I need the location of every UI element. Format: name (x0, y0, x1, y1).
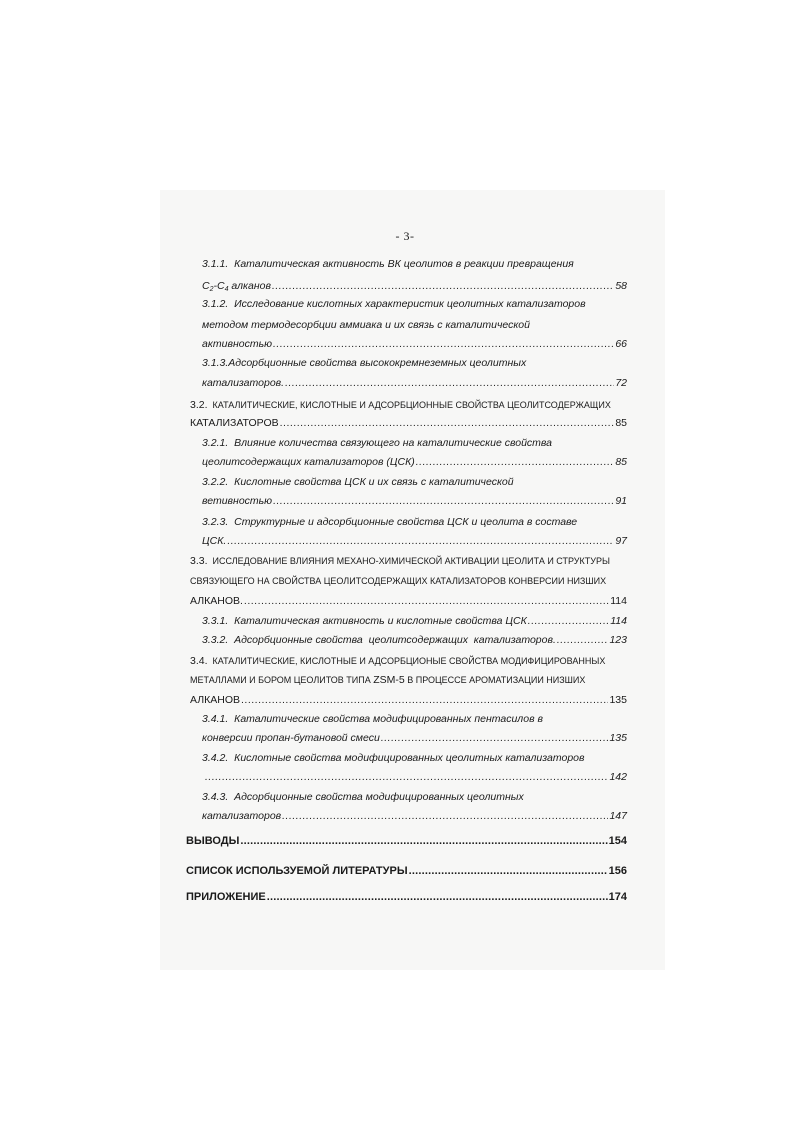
toc-page: 85 (615, 456, 627, 468)
leader-dots (273, 494, 614, 508)
toc-number: 3.2.2. (202, 476, 229, 488)
leader-dots (280, 416, 615, 430)
toc-title: АЛКАНОВ. (190, 595, 243, 607)
toc-page: 135 (609, 732, 627, 744)
toc-title: катализаторов. (202, 377, 285, 389)
toc-entry-3-4-2-line2 (204, 770, 627, 784)
toc-entry-3-2-2-line1 (202, 475, 514, 489)
toc-entry-3-2-line2 (190, 416, 627, 430)
toc-page: 114 (610, 615, 627, 627)
toc-page: 72 (615, 377, 627, 389)
leader-dots (282, 809, 608, 823)
toc-entry-3-2-1-line1 (202, 436, 552, 450)
toc-page: 85 (615, 417, 627, 429)
toc-title: Каталитическая активность ВК цеолитов в реакции превращения (234, 258, 574, 270)
toc-title-part: ZSM-5 (373, 674, 405, 686)
toc-page: 58 (615, 280, 627, 292)
toc-number: 3.3.1. (202, 615, 229, 627)
leader-dots (227, 534, 614, 548)
toc-entry-3-4-line2 (190, 673, 585, 687)
leader-dots (272, 279, 614, 293)
toc-entry-3-3-2 (202, 633, 627, 647)
toc-title: Исследование кислотных характеристик цеолитных катализаторов (234, 298, 586, 310)
toc-title: КАТАЛИТИЧЕСКИЕ, КИСЛОТНЫЕ И АДСОРБЦИОННЫЕ СВОЙСТВА ЦЕОЛИТСОДЕРЖАЩИХ (212, 400, 611, 410)
toc-title: ВЫВОДЫ (186, 835, 240, 847)
leader-dots (557, 633, 609, 647)
toc-entry-3-3-line2: СВЯЗУЮЩЕГО НА СВОЙСТВА ЦЕОЛИТСОДЕРЖАЩИХ КАТАЛИЗАТОРОВ КОНВЕРСИИ НИЗШИХ (190, 576, 607, 586)
toc-title: ПРИЛОЖЕНИЕ (186, 891, 266, 903)
toc-entry-3-1-3-line2 (202, 376, 627, 390)
toc-title: ИССЛЕДОВАНИЕ ВЛИЯНИЯ МЕХАНО-ХИМИЧЕСКОЙ АКТИВАЦИИ ЦЕОЛИТА И СТРУКТУРЫ (212, 556, 610, 566)
toc-number: 3.4.2. (202, 752, 229, 764)
toc-title-part: МЕТАЛЛАМИ И БОРОМ ЦЕОЛИТОВ ТИПА (190, 675, 374, 685)
toc-title: Влияние количества связующего на каталитические свойства (234, 437, 552, 449)
toc-number: 3.2.3. (202, 516, 229, 528)
toc-page: 156 (608, 865, 627, 877)
toc-number: 3.3. (190, 555, 208, 567)
leader-dots (528, 614, 609, 628)
toc-entry-3-2-3-line2 (202, 534, 627, 548)
toc-entry-3-4-1-line1 (202, 712, 543, 726)
toc-page: 147 (609, 810, 627, 822)
toc-title-part: В ПРОЦЕССЕ АРОМАТИЗАЦИИ НИЗШИХ (404, 675, 586, 685)
toc-number: 3.1.2. (202, 298, 229, 310)
toc-number: 3.2. (190, 399, 208, 411)
toc-title: КАТАЛИЗАТОРОВ (190, 417, 279, 429)
toc-entry-3-2-line1 (190, 398, 611, 412)
toc-entry-conclusions (186, 834, 627, 848)
toc-number: 3.1.1. (202, 258, 229, 270)
toc-page: 97 (615, 535, 627, 547)
toc-title: Кислотные свойства ЦСК и их связь с каталитической (234, 476, 514, 488)
toc-title: Каталитические свойства модифицированных пентасилов в (234, 713, 543, 725)
leader-dots (240, 834, 607, 848)
leader-dots (409, 864, 608, 878)
page-number: - 3- (395, 229, 415, 243)
toc-title: активностью (202, 338, 273, 350)
toc-title: АЛКАНОВ (190, 694, 240, 706)
toc-entry-3-1-2-line1 (202, 297, 586, 311)
toc-page: 142 (609, 771, 627, 783)
toc-entry-3-1-2-line3 (202, 337, 627, 351)
toc-entry-3-2-2-line2 (202, 494, 627, 508)
leader-dots (244, 594, 609, 608)
leader-dots (381, 731, 609, 745)
leader-dots (267, 890, 608, 904)
leader-dots (416, 455, 615, 469)
toc-entry-3-3-line1 (190, 554, 610, 568)
toc-page: 66 (615, 338, 627, 350)
toc-entry-3-4-line3 (190, 693, 627, 707)
toc-title: СПИСОК ИСПОЛЬЗУЕМОЙ ЛИТЕРАТУРЫ (186, 865, 408, 877)
toc-page: 135 (609, 694, 627, 706)
toc-entry-3-4-3-line1 (202, 790, 524, 804)
toc-number: 3.2.1. (202, 437, 229, 449)
leader-dots (241, 693, 608, 707)
toc-entry-3-3-1 (202, 614, 627, 628)
toc-title: Кислотные свойства модифицированных цеолитных катализаторов (234, 752, 585, 764)
toc-entry-3-4-1-line2 (202, 731, 627, 745)
toc-entry-3-1-2-line2: методом термодесорбции аммиака и их связь с каталитической (202, 319, 530, 331)
toc-entry-3-4-line1 (190, 654, 605, 668)
toc-title: Структурные и адсорбционные свойства ЦСК и цеолита в составе (234, 516, 578, 528)
toc-title: катализаторов (202, 810, 282, 822)
toc-title: Адсорбционные свойства цеолитсодержащих катализаторов. (234, 634, 556, 646)
toc-title: конверсии пропан-бутановой смеси (202, 732, 380, 744)
toc-number: 3.3.2. (202, 634, 229, 646)
toc-number: 3.4.1. (202, 713, 229, 725)
toc-page: 174 (608, 891, 627, 903)
toc-title: Адсорбционные свойства модифицированных цеолитных (234, 791, 524, 803)
toc-entry-3-1-1-line1 (202, 257, 574, 271)
toc-title: ветивностью (202, 495, 273, 507)
toc-entry-references (186, 864, 627, 878)
toc-entry-3-4-3-line2 (202, 809, 627, 823)
toc-page: 114 (610, 595, 627, 607)
leader-dots (273, 337, 614, 351)
leader-dots (205, 770, 608, 784)
toc-entry-3-3-line3 (190, 594, 627, 608)
toc-page: 154 (608, 835, 627, 847)
toc-page: 91 (615, 495, 627, 507)
toc-entry-3-1-1-line2 (202, 279, 627, 297)
toc-title: ЦСК. (202, 535, 227, 547)
toc-entry-3-1-3-line1: 3.1.3.Адсорбционные свойства высококремнеземных цеолитных (202, 357, 527, 369)
toc-page: 123 (609, 634, 627, 646)
toc-entry-3-4-2-line1 (202, 751, 584, 765)
toc-title: цеолитсодержащих катализаторов (ЦСК) (202, 456, 415, 468)
leader-dots (285, 376, 614, 390)
toc-entry-appendix (186, 890, 627, 904)
toc-title: КАТАЛИТИЧЕСКИЕ, КИСЛОТНЫЕ И АДСОРБЦИОНЫЕ СВОЙСТВА МОДИФИЦИРОВАННЫХ (212, 656, 606, 666)
toc-entry-3-2-3-line1 (202, 515, 577, 529)
toc-title: Каталитическая активность и кислотные свойства ЦСК (234, 615, 527, 627)
toc-number: 3.4. (190, 655, 208, 667)
toc-entry-3-2-1-line2 (202, 455, 627, 469)
toc-title-formula: $C_2-C_4$ алканов (202, 280, 271, 293)
toc-number: 3.4.3. (202, 791, 229, 803)
